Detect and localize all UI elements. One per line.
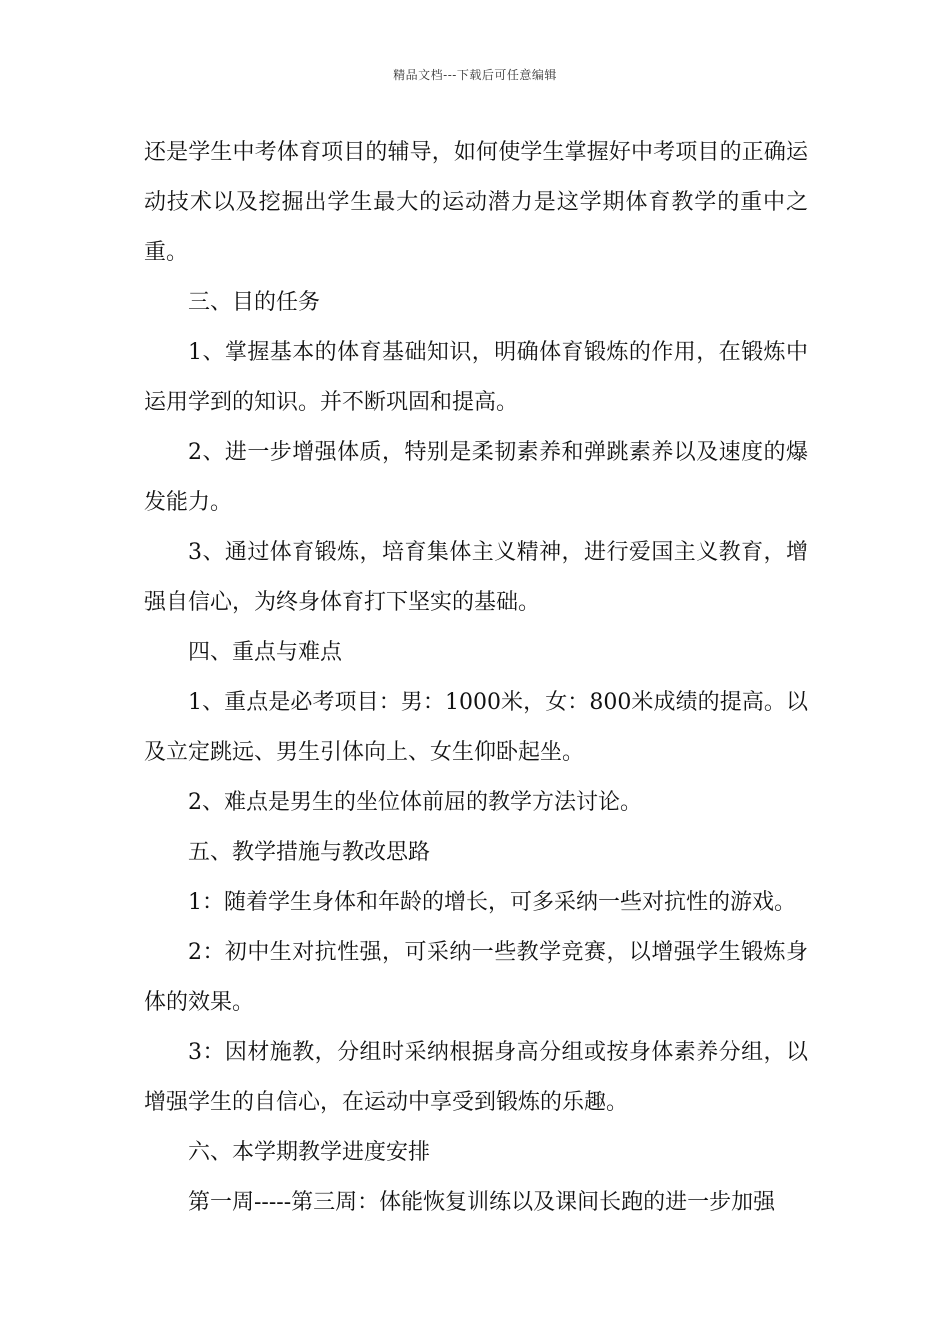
section-heading-objectives: 三、目的任务 [188, 290, 321, 315]
section-heading-measures: 五、教学措施与教改思路 [188, 840, 431, 865]
objective-item-3: 3、通过体育锻炼，培育集体主义精神，进行爱国主义教育，增强自信心，为终身体育打下坚实的基础。 [144, 540, 808, 615]
objective-item-1: 1、掌握基本的体育基础知识，明确体育锻炼的作用，在锻炼中运用学到的知识。并不断巩固和提高。 [144, 340, 808, 415]
page-header: 精品文档---下载后可任意编辑 [393, 68, 557, 82]
objective-item-2: 2、进一步增强体质，特别是柔韧素养和弹跳素养以及速度的爆发能力。 [144, 440, 808, 515]
schedule-item-1: 第一周-----第三周：体能恢复训练以及课间长跑的进一步加强 [188, 1190, 776, 1215]
section-heading-schedule: 六、本学期教学进度安排 [188, 1140, 431, 1165]
paragraph-continuation: 还是学生中考体育项目的辅导，如何使学生掌握好中考项目的正确运动技术以及挖掘出学生最大的运动潜力是这学期体育教学的重中之重。 [144, 140, 808, 265]
key-point-item-1: 1、重点是必考项目：男：1000米，女：800米成绩的提高。以及立定跳远、男生引体向上、女生仰卧起坐。 [144, 690, 808, 765]
key-point-item-2: 2、难点是男生的坐位体前屈的教学方法讨论。 [188, 790, 642, 815]
document-body [144, 128, 808, 1228]
measure-item-3: 3：因材施教，分组时采纳根据身高分组或按身体素养分组，以增强学生的自信心，在运动中享受到锻炼的乐趣。 [144, 1040, 808, 1115]
section-heading-key-points: 四、重点与难点 [188, 640, 343, 665]
measure-item-2: 2：初中生对抗性强，可采纳一些教学竞赛，以增强学生锻炼身体的效果。 [144, 940, 808, 1015]
measure-item-1: 1：随着学生身体和年龄的增长，可多采纳一些对抗性的游戏。 [188, 890, 796, 915]
